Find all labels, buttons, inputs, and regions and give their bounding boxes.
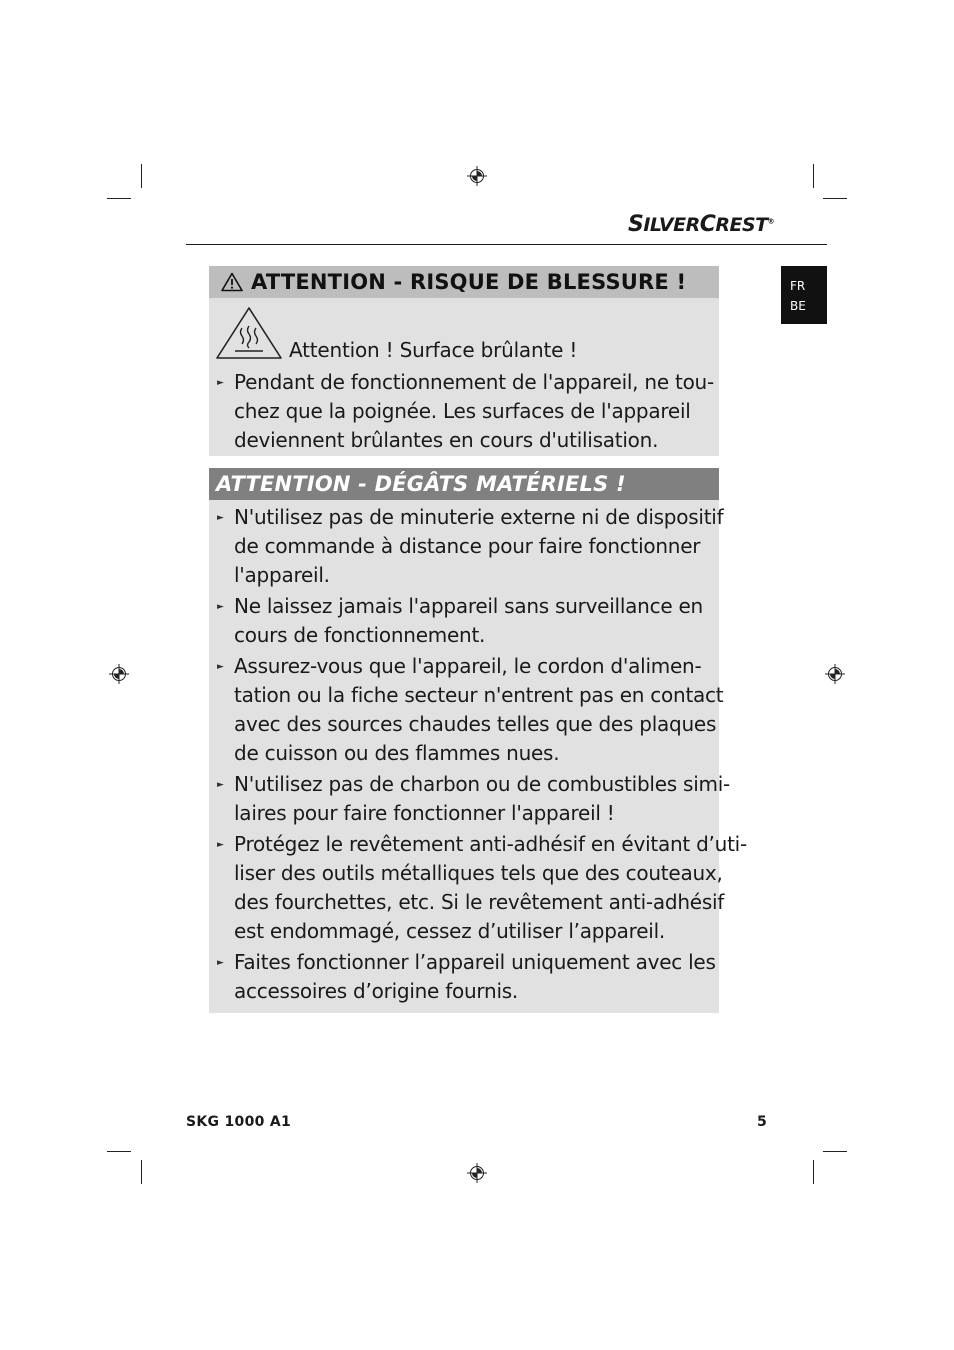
registration-mark-icon <box>467 166 487 186</box>
bullet-line: laires pour faire fonctionner l'appareil ! <box>234 801 615 825</box>
bullet-line: Ne laissez jamais l'appareil sans surveillance en <box>234 594 703 618</box>
list-item <box>209 368 719 455</box>
crop-mark <box>813 1160 814 1184</box>
bullet-line: Assurez-vous que l'appareil, le cordon d'alimen- <box>234 654 702 678</box>
bullet-line: est endommagé, cessez d’utiliser l’appareil. <box>234 919 665 943</box>
injury-warning-header <box>209 266 719 298</box>
crop-mark <box>823 198 847 199</box>
country-code: BE <box>790 299 806 313</box>
page-number: 5 <box>757 1114 767 1130</box>
arrow-bullet-icon: ► <box>217 958 224 968</box>
bullet-line: tation ou la fiche secteur n'entrent pas en contact <box>234 683 724 707</box>
registration-mark-icon <box>825 664 845 684</box>
list-item <box>209 948 719 1006</box>
list-item <box>209 652 724 768</box>
warning-triangle-icon <box>221 272 243 292</box>
brand-logo-letter: S <box>628 212 644 237</box>
injury-bullet-list <box>209 368 719 457</box>
header-rule <box>186 244 827 245</box>
list-item <box>209 770 731 828</box>
hot-surface-text: Attention ! Surface brûlante ! <box>289 338 578 362</box>
bullet-line: accessoires d’origine fournis. <box>234 979 519 1003</box>
list-item <box>209 592 719 650</box>
crop-mark <box>141 164 142 188</box>
bullet-line: de cuisson ou des flammes nues. <box>234 741 560 765</box>
injury-warning-title: ATTENTION - RISQUE DE BLESSURE ! <box>251 270 687 294</box>
bullet-line: N'utilisez pas de minuterie externe ni de dispositif <box>234 505 724 529</box>
bullet-line: Faites fonctionner l’appareil uniquement avec les <box>234 950 716 974</box>
arrow-bullet-icon: ► <box>217 513 224 523</box>
registration-mark-icon <box>467 1163 487 1183</box>
damage-bullet-list <box>209 503 747 1008</box>
language-code: FR <box>790 279 806 293</box>
crop-mark <box>107 198 131 199</box>
arrow-bullet-icon: ► <box>217 840 224 850</box>
injury-warning-box <box>209 266 719 456</box>
bullet-line: des fourchettes, etc. Si le revêtement anti-adhésif <box>234 890 725 914</box>
bullet-line: deviennent brûlantes en cours d'utilisation. <box>234 428 659 452</box>
brand-logo <box>628 212 774 237</box>
bullet-line: Pendant de fonctionnement de l'appareil, ne tou- <box>234 370 714 394</box>
arrow-bullet-icon: ► <box>217 602 224 612</box>
arrow-bullet-icon: ► <box>217 780 224 790</box>
brand-logo-letter: C <box>699 212 716 237</box>
bullet-line: chez que la poignée. Les surfaces de l'appareil <box>234 399 691 423</box>
bullet-line: l'appareil. <box>234 563 330 587</box>
bullet-line: cours de fonctionnement. <box>234 623 486 647</box>
damage-warning-header <box>209 468 719 500</box>
hot-surface-row <box>215 306 577 360</box>
bullet-line: liser des outils métalliques tels que des couteaux, <box>234 861 723 885</box>
registration-mark-icon <box>109 664 129 684</box>
list-item <box>209 503 724 590</box>
list-item <box>209 830 747 946</box>
crop-mark <box>141 1160 142 1184</box>
bullet-line: de commande à distance pour faire fonctionner <box>234 534 701 558</box>
language-tab <box>781 266 827 324</box>
brand-logo-text: ILVER <box>643 214 700 236</box>
bullet-line: avec des sources chaudes telles que des plaques <box>234 712 717 736</box>
bullet-line: Protégez le revêtement anti-adhésif en évitant d’uti- <box>234 832 747 856</box>
crop-mark <box>813 164 814 188</box>
arrow-bullet-icon: ► <box>217 662 224 672</box>
damage-warning-title: ATTENTION - DÉGÂTS MATÉRIELS ! <box>216 472 626 496</box>
crop-mark <box>107 1151 131 1152</box>
arrow-bullet-icon: ► <box>217 378 224 388</box>
bullet-line: N'utilisez pas de charbon ou de combustibles simi- <box>234 772 731 796</box>
crop-mark <box>823 1151 847 1152</box>
registered-trademark: ® <box>767 217 775 226</box>
model-number: SKG 1000 A1 <box>186 1114 292 1130</box>
hot-surface-icon <box>215 306 283 360</box>
damage-warning-box <box>209 468 747 1013</box>
brand-logo-text: REST <box>715 214 768 236</box>
